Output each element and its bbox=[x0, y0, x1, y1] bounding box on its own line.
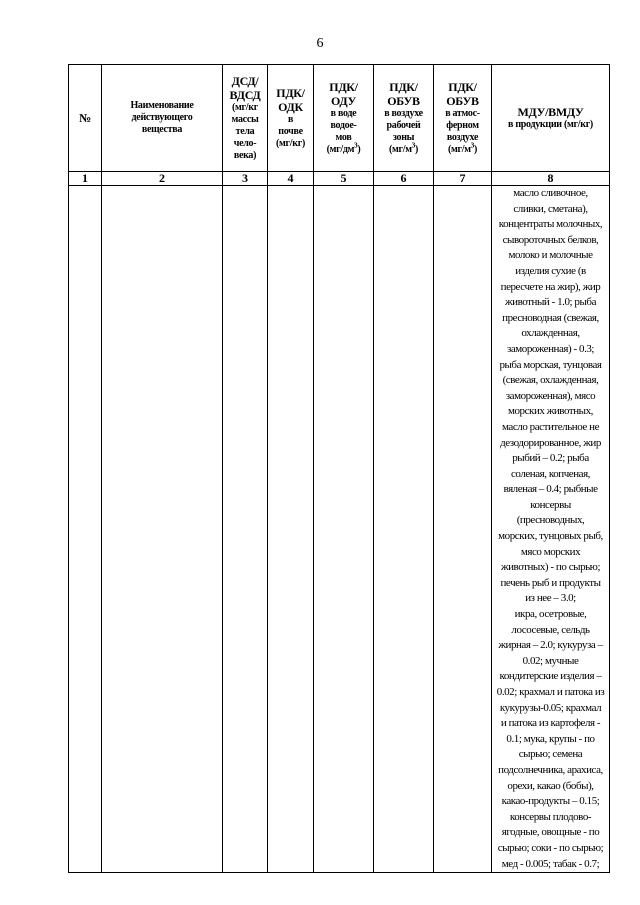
header-pdk-atmosphere: ПДК/ ОБУВ в атмос- ферном воздухе $(мг/м^3)$ bbox=[434, 65, 492, 172]
mdu-text-line: икра, осетровые, bbox=[514, 608, 587, 621]
cell-pdk-workzone-air bbox=[374, 186, 434, 873]
mdu-text-line: лососевые, сельдь bbox=[511, 623, 590, 636]
cell-mdu-text bbox=[492, 186, 610, 873]
mdu-text-line: сливки, сметана), bbox=[513, 202, 588, 215]
column-number: 3 bbox=[223, 172, 268, 186]
mdu-text-line: сырью; семена bbox=[518, 748, 583, 761]
column-number: 2 bbox=[102, 172, 223, 186]
mdu-text-line: дезодорированное, жир bbox=[500, 436, 601, 449]
mdu-text-line: сырью; соки - по сырью; bbox=[497, 841, 604, 854]
mdu-text-line: ягодные, овощные - по bbox=[501, 826, 600, 839]
mdu-text-line: замороженная) - 0.3; bbox=[506, 342, 595, 355]
header-pdk-workzone-air: ПДК/ ОБУВ в воздухе рабочей зоны $(мг/м^3)$ bbox=[374, 65, 434, 172]
mdu-text-line: кондитерские изделия – bbox=[499, 670, 602, 683]
cell-number bbox=[69, 186, 102, 873]
column-number: 6 bbox=[374, 172, 434, 186]
mdu-text-line: (пресноводных, bbox=[516, 514, 585, 527]
mdu-text-line: (свежая, охлажденная, bbox=[502, 374, 599, 387]
cell-pdk-soil bbox=[268, 186, 314, 873]
column-number: 8 bbox=[492, 172, 610, 186]
column-number: 1 bbox=[69, 172, 102, 186]
header-substance-name: Наименование действующего вещества bbox=[102, 65, 223, 172]
header-dsd: ДСД/ ВДСД (мг/кг массы тела чело- века) bbox=[223, 65, 268, 172]
mdu-text-line: какао-продукты – 0.15; bbox=[501, 795, 600, 808]
mdu-text-line: и патока из картофеля - bbox=[500, 717, 601, 730]
column-number: 5 bbox=[314, 172, 374, 186]
mdu-text-line: орехи, какао (бобы), bbox=[507, 779, 594, 792]
mdu-text-line: печень рыб и продукты bbox=[500, 576, 601, 589]
mdu-text-line: мясо морских bbox=[520, 545, 581, 558]
header-number: № bbox=[69, 65, 102, 172]
mdu-text-line: рыбий – 0.2; рыба bbox=[512, 452, 589, 465]
mdu-text-line: пересчете на жир), жир bbox=[500, 280, 601, 293]
mdu-text-line: консервы плодово- bbox=[509, 810, 592, 823]
mdu-text-line: масло растительное не bbox=[501, 420, 600, 433]
mdu-text-line: морских животных, bbox=[508, 405, 593, 418]
mdu-text-line: охлажденная, bbox=[521, 327, 580, 340]
data-row bbox=[69, 186, 610, 873]
mdu-text-line: соленая, копченая, bbox=[510, 467, 590, 480]
column-number: 7 bbox=[434, 172, 492, 186]
mdu-text-line: молоко и молочные bbox=[508, 249, 593, 262]
mdu-text-line: морских, тунцовых рыб, bbox=[498, 530, 603, 543]
mdu-text-line: мед - 0.005; табак - 0.7; bbox=[501, 857, 600, 870]
page-number: 6 bbox=[316, 36, 324, 51]
cell-dsd bbox=[223, 186, 268, 873]
mdu-text-line: 0.02; мучные bbox=[522, 654, 579, 667]
mdu-text-line: животный - 1.0; рыба bbox=[504, 296, 597, 309]
header-pdk-water: ПДК/ ОДУ в воде водое- мов $(мг/дм^3)$ bbox=[314, 65, 374, 172]
mdu-text-line: жирная – 2.0; кукуруза – bbox=[498, 639, 603, 652]
mdu-text-line: подсолнечника, арахиса, bbox=[498, 763, 603, 776]
mdu-text-line: пресноводная (свежая, bbox=[502, 311, 599, 324]
mdu-text-line: консервы bbox=[530, 498, 571, 511]
mdu-text-line: замороженная), мясо bbox=[505, 389, 596, 402]
cell-pdk-water bbox=[314, 186, 374, 873]
header-row bbox=[69, 65, 610, 172]
mdu-text-line: животных) - по сырью; bbox=[500, 561, 601, 574]
mdu-text-line: кукурузы-0.05; крахмал bbox=[499, 701, 602, 714]
mdu-text-line: рыба морская, тунцовая bbox=[499, 358, 602, 371]
mdu-text-line: из нее – 3.0; bbox=[525, 592, 576, 605]
mdu-text-line: изделия сухие (в bbox=[515, 264, 586, 277]
mdu-text-line: концентраты молочных, bbox=[498, 218, 603, 231]
cell-pdk-atmosphere bbox=[434, 186, 492, 873]
column-number-row bbox=[69, 172, 610, 186]
substance-table bbox=[68, 64, 610, 873]
header-pdk-soil: ПДК/ ОДК в почве (мг/кг) bbox=[268, 65, 314, 172]
column-number: 4 bbox=[268, 172, 314, 186]
mdu-text-line: 0.02; крахмал и патока из bbox=[496, 686, 605, 698]
cell-substance-name bbox=[102, 186, 223, 873]
mdu-text-line: вяленая – 0.4; рыбные bbox=[503, 483, 598, 496]
mdu-text-line: масло сливочное, bbox=[513, 187, 588, 199]
mdu-text-line: сывороточных белков, bbox=[502, 233, 599, 246]
header-mdu: МДУ/ВМДУ в продукции (мг/кг) bbox=[492, 65, 610, 172]
mdu-text-line: 0.1; мука, крупы - по bbox=[506, 732, 595, 745]
